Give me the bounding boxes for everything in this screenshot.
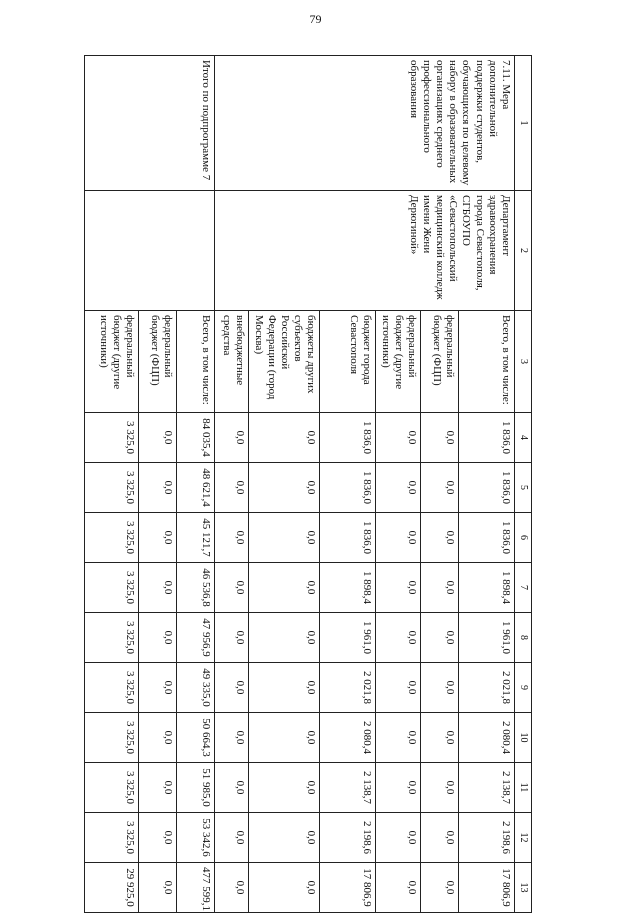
value-cell: 0,0	[249, 763, 320, 813]
value-cell: 47 956,9	[177, 613, 215, 663]
value-cell: 17 806,9	[459, 863, 515, 913]
row-label: бюджет города Севастополя	[320, 311, 376, 413]
value-cell: 0,0	[139, 713, 177, 763]
measure-executor: Департамент здравоохранения города Севастополя, СГБОУПО «Севастопольский медицинский колледж имени Жени Дерюгиной»	[215, 191, 515, 311]
value-cell: 1 836,0	[459, 463, 515, 513]
value-cell: 0,0	[421, 413, 459, 463]
value-cell: 1 961,0	[459, 613, 515, 663]
value-cell: 50 664,3	[177, 713, 215, 763]
value-cell: 2 198,6	[459, 813, 515, 863]
column-number: 13	[515, 863, 532, 913]
value-cell: 0,0	[215, 813, 249, 863]
column-number: 1	[515, 56, 532, 191]
value-cell: 1 898,4	[320, 563, 376, 613]
column-number: 2	[515, 191, 532, 311]
value-cell: 0,0	[376, 563, 421, 613]
value-cell: 1 836,0	[320, 513, 376, 563]
value-cell: 3 325,0	[85, 413, 139, 463]
value-cell: 3 325,0	[85, 463, 139, 513]
value-cell: 0,0	[421, 763, 459, 813]
value-cell: 2 198,6	[320, 813, 376, 863]
value-cell: 0,0	[249, 663, 320, 713]
value-cell: 0,0	[249, 413, 320, 463]
total-title: Итого по подпрограмме 7	[85, 56, 215, 191]
value-cell: 0,0	[215, 763, 249, 813]
value-cell: 0,0	[249, 613, 320, 663]
value-cell: 0,0	[139, 613, 177, 663]
value-cell: 0,0	[215, 613, 249, 663]
total-executor	[85, 191, 215, 311]
value-cell: 0,0	[215, 563, 249, 613]
value-cell: 3 325,0	[85, 513, 139, 563]
value-cell: 0,0	[139, 563, 177, 613]
value-cell: 1 836,0	[459, 413, 515, 463]
column-number: 4	[515, 413, 532, 463]
row-label: Всего, в том числе:	[459, 311, 515, 413]
value-cell: 0,0	[421, 663, 459, 713]
value-cell: 53 342,6	[177, 813, 215, 863]
value-cell: 3 325,0	[85, 813, 139, 863]
value-cell: 0,0	[215, 663, 249, 713]
column-number-row	[515, 56, 532, 913]
value-cell: 0,0	[376, 513, 421, 563]
value-cell: 0,0	[249, 813, 320, 863]
value-cell: 0,0	[376, 763, 421, 813]
value-cell: 0,0	[249, 713, 320, 763]
value-cell: 0,0	[421, 563, 459, 613]
value-cell: 0,0	[376, 713, 421, 763]
budget-table	[85, 55, 533, 913]
value-cell: 46 536,8	[177, 563, 215, 613]
row-label: федеральный бюджет (другие источники)	[85, 311, 139, 413]
value-cell: 0,0	[139, 863, 177, 913]
page-number: 79	[309, 12, 322, 26]
value-cell: 0,0	[421, 813, 459, 863]
value-cell: 0,0	[376, 413, 421, 463]
total-row	[177, 56, 215, 913]
value-cell: 0,0	[215, 463, 249, 513]
measure-row	[459, 56, 515, 913]
row-label: федеральный бюджет (ФЦП)	[421, 311, 459, 413]
value-cell: 2 021,8	[459, 663, 515, 713]
column-number: 5	[515, 463, 532, 513]
value-cell: 2 138,7	[320, 763, 376, 813]
value-cell: 51 985,0	[177, 763, 215, 813]
value-cell: 0,0	[215, 413, 249, 463]
column-number: 7	[515, 563, 532, 613]
value-cell: 0,0	[215, 713, 249, 763]
value-cell: 0,0	[376, 613, 421, 663]
value-cell: 0,0	[421, 463, 459, 513]
column-number: 11	[515, 763, 532, 813]
value-cell: 0,0	[249, 463, 320, 513]
value-cell: 1 961,0	[320, 613, 376, 663]
value-cell: 477 599,1	[177, 863, 215, 913]
value-cell: 3 325,0	[85, 713, 139, 763]
measure-title: 7.11. Мера дополнительной поддержки студентов, обучающихся по целевому набору в образовательных организациях среднего профессионального образования	[215, 56, 515, 191]
value-cell: 0,0	[376, 663, 421, 713]
value-cell: 0,0	[421, 513, 459, 563]
row-label: федеральный бюджет (ФЦП)	[139, 311, 177, 413]
value-cell: 17 806,9	[320, 863, 376, 913]
value-cell: 3 325,0	[85, 763, 139, 813]
value-cell: 0,0	[376, 463, 421, 513]
value-cell: 0,0	[249, 513, 320, 563]
row-label: внебюджетные средства	[215, 311, 249, 413]
column-number: 3	[515, 311, 532, 413]
value-cell: 0,0	[421, 863, 459, 913]
column-number: 9	[515, 663, 532, 713]
column-number: 10	[515, 713, 532, 763]
value-cell: 3 325,0	[85, 663, 139, 713]
value-cell: 2 138,7	[459, 763, 515, 813]
value-cell: 29 925,0	[85, 863, 139, 913]
value-cell: 0,0	[376, 863, 421, 913]
value-cell: 45 121,7	[177, 513, 215, 563]
value-cell: 3 325,0	[85, 563, 139, 613]
value-cell: 0,0	[421, 713, 459, 763]
value-cell: 0,0	[139, 763, 177, 813]
value-cell: 0,0	[215, 863, 249, 913]
table-body	[85, 56, 532, 913]
value-cell: 0,0	[376, 813, 421, 863]
value-cell: 2 080,4	[459, 713, 515, 763]
column-number: 8	[515, 613, 532, 663]
value-cell: 0,0	[249, 563, 320, 613]
value-cell: 0,0	[139, 513, 177, 563]
row-label: Всего, в том числе:	[177, 311, 215, 413]
value-cell: 49 335,0	[177, 663, 215, 713]
value-cell: 2 021,8	[320, 663, 376, 713]
column-number: 12	[515, 813, 532, 863]
value-cell: 1 836,0	[320, 413, 376, 463]
value-cell: 0,0	[139, 813, 177, 863]
value-cell: 3 325,0	[85, 613, 139, 663]
value-cell: 84 035,4	[177, 413, 215, 463]
value-cell: 1 836,0	[320, 463, 376, 513]
value-cell: 1 898,4	[459, 563, 515, 613]
rotated-table-wrapper	[88, 55, 532, 912]
value-cell: 48 621,4	[177, 463, 215, 513]
value-cell: 0,0	[139, 413, 177, 463]
value-cell: 0,0	[139, 663, 177, 713]
column-number: 6	[515, 513, 532, 563]
row-label: бюджеты других субъектов Российской Федерации (город Москва)	[249, 311, 320, 413]
value-cell: 0,0	[421, 613, 459, 663]
row-label: федеральный бюджет (другие источники)	[376, 311, 421, 413]
value-cell: 0,0	[139, 463, 177, 513]
value-cell: 1 836,0	[459, 513, 515, 563]
value-cell: 0,0	[215, 513, 249, 563]
value-cell: 0,0	[249, 863, 320, 913]
value-cell: 2 080,4	[320, 713, 376, 763]
